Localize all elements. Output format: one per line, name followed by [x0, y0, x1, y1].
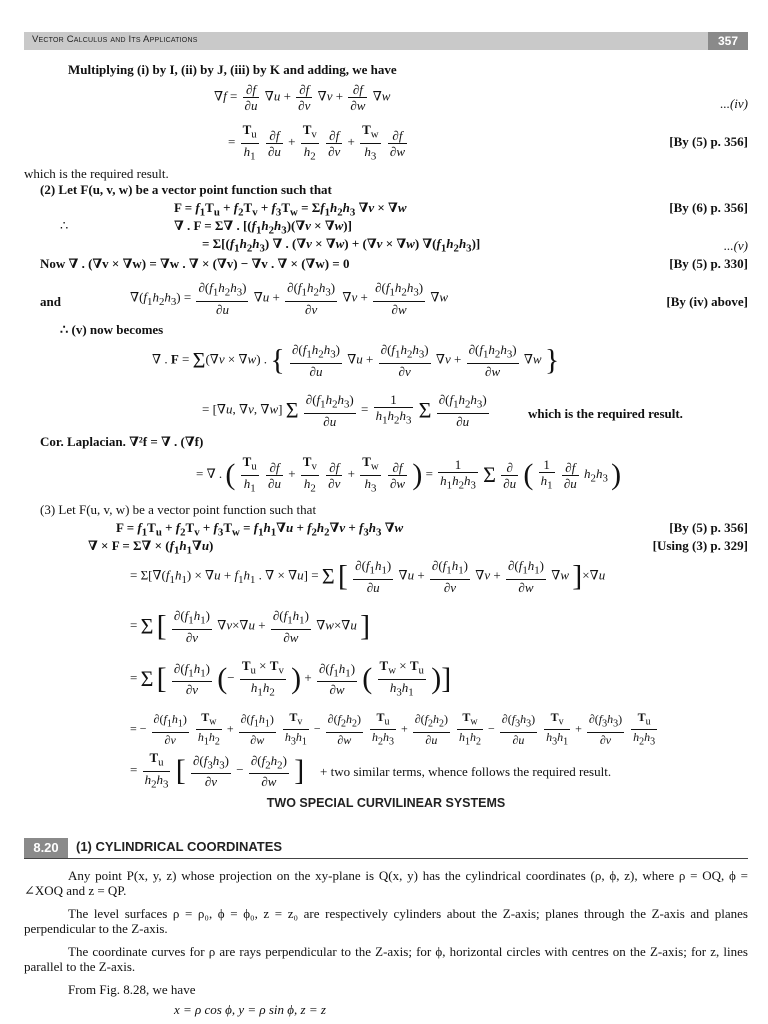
section-number: 8.20 — [24, 838, 68, 858]
equation-curl-4: = Σ [ $\frac{\partial(f_1h_1)}{\partial v}$ (− $\frac{T_u \times T_v}{h_1h_2}$ ) + $\frac{\partial(f_1h_1)}{\partial w}$ ( $\frac{T_w \times T_u}{h_3h_1}$ )] — [130, 658, 452, 699]
page-number: 357 — [708, 32, 748, 50]
equation-gradient-1: ∇f = $\frac{\partial f}{\partial u}$ ∇u + $\frac{\partial f}{\partial v}$ ∇v + $\frac{\partial f}{\partial w}$ ∇w — [214, 82, 391, 113]
equation-curl-3: = Σ [ $\frac{\partial(f_1h_1)}{\partial v}$ ∇v×∇u + $\frac{\partial(f_1h_1)}{\partial w}$ ∇w×∇u ] — [130, 608, 371, 645]
and-word: and — [40, 294, 61, 309]
reference-iv-above: [By (iv) above] — [666, 294, 748, 309]
required-result-line: which is the required result. — [24, 166, 169, 181]
v-becomes-line: ∴ (v) now becomes — [60, 322, 164, 337]
corollary-laplacian: Cor. Laplacian. ∇²f = ∇ . (∇f) — [40, 434, 204, 449]
equation-F-def: $F = f_1T_u + f_2T_v + f_3T_w = \Sigma f_1h_2h_3$ ∇v × ∇w — [174, 200, 407, 219]
reference-by5-330: [By (5) p. 330] — [669, 256, 748, 271]
part-2-intro: (2) Let F(u, v, w) be a vector point function such that — [40, 182, 332, 197]
now-line: Now ∇ . (∇v × ∇w) = ∇w . ∇ × (∇v) − ∇v . ∇ × (∇w) = 0 — [40, 256, 350, 271]
section-heading: TWO SPECIAL CURVILINEAR SYSTEMS — [266, 796, 506, 810]
running-header — [24, 32, 748, 50]
paragraph-5-equation: x = ρ cos ϕ, y = ρ sin ϕ, z = z — [174, 1002, 326, 1017]
equation-curl-2: = $\Sigma[\nabla(f_1h_1) \times \nabla u + f_1h_1$ . ∇ × ∇u] = Σ [ $\frac{\partial(f_1h_1)}{\partial u}$ ∇u + $\frac{\partial(f_1h_1)}{\partial v}$ ∇v + $\frac{\partial(f_1h_1)}{\partial w}$ ∇w ]×∇u — [130, 558, 606, 595]
equation-curl-6: = $\frac{T_u}{h_2h_3}$ [ $\frac{\partial(f_3h_3)}{\partial v}$ − $\frac{\partial(f_2h_2)}{\partial w}$ ] — [130, 750, 305, 791]
equation-gradient-2: = $\frac{T_u}{h_1}$ $\frac{\partial f}{\partial u}$ + $\frac{T_v}{h_2}$ $\frac{\partial f}{\partial v}$ + $\frac{T_w}{h_3}$ $\frac{\partial f}{\partial w}$ — [228, 122, 405, 163]
therefore-symbol: ∴ — [60, 218, 69, 233]
equation-div-2: = $\Sigma[(f_1h_2h_3)$ ∇ . (∇v × ∇w) + (∇v × ∇w) $\nabla(f_1h_2h_3)$] — [202, 236, 481, 255]
two-similar-terms: + two similar terms, whence follows the required result. — [320, 764, 612, 779]
section-title: (1) CYLINDRICAL COORDINATES — [76, 839, 283, 854]
equation-curl-1: ∇ × $F = \Sigma\nabla \times (f_1h_1\nabla u)$ — [88, 538, 214, 557]
equation-grad-product: $\nabla(f_1h_2h_3)$ = $\frac{\partial(f_1h_2h_3)}{\partial u}$ ∇u + $\frac{\partial(f_1h_2h_3)}{\partial v}$ ∇v + $\frac{\partial(f_1h_2h_3)}{\partial w}$ ∇w — [130, 280, 449, 317]
equation-label-v: ...(v) — [723, 238, 748, 253]
equation-div-expanded: ∇ . F = Σ(∇v × ∇w) . { $\frac{\partial(f_1h_2h_3)}{\partial u}$ ∇u + $\frac{\partial(f_1h_2h_3)}{\partial v}$ ∇v + $\frac{\partial(f_1h_2h_3)}{\partial w}$ ∇w } — [152, 342, 560, 379]
part-3-intro: (3) Let F(u, v, w) be a vector point function such that — [40, 502, 317, 517]
running-title: Vector Calculus and Its Applications — [32, 34, 198, 45]
equation-F-def-3: $F = f_1T_u + f_2T_v + f_3T_w = f_1h_1\nabla u + f_2h_2\nabla v + f_3h_3$ ∇w — [116, 520, 404, 539]
reference-using3-329: [Using (3) p. 329] — [652, 538, 748, 553]
reference-by5-356: [By (5) p. 356] — [669, 134, 748, 149]
paragraph-2: The level surfaces ρ = ρ₀, ϕ = ϕ₀, z = z₀ are respectively cylinders about the Z-axis; planes through the Z-axis and planes perpendicular to the Z-axis. — [24, 906, 748, 936]
equation-div-1: ∇ . F = Σ∇ . $[(f_1h_2h_3)(\nabla v \times \nabla w)]$ — [174, 218, 352, 237]
section-bar — [24, 838, 748, 859]
paragraph-4: From Fig. 8.28, we have — [68, 982, 196, 997]
intro-line: Multiplying (i) by I, (ii) by J, (iii) by K and adding, we have — [68, 62, 397, 77]
equation-laplacian: = ∇ . ( $\frac{T_u}{h_1}$ $\frac{\partial f}{\partial u}$ + $\frac{T_v}{h_2}$ $\frac{\partial f}{\partial v}$ + $\frac{T_w}{h_3}$ $\frac{\partial f}{\partial w}$ ) = $\frac{1}{h_1h_2h_3}$ Σ $\frac{\partial}{\partial u}$ ( $\frac{1}{h_1}$ $\frac{\partial f}{\partial u}$ $h_2h_3$ ) — [196, 454, 622, 495]
reference-by5-356b: [By (5) p. 356] — [669, 520, 748, 535]
required-result-2: which is the required result. — [528, 406, 683, 421]
equation-curl-5: = − $\frac{\partial(f_1h_1)}{\partial v}$ $\frac{T_w}{h_1h_2}$ + $\frac{\partial(f_1h_1)}{\partial w}$ $\frac{T_v}{h_3h_1}$ − $\frac{\partial(f_2h_2)}{\partial w}$ $\frac{T_u}{h_2h_3}$ + $\frac{\partial(f_2h_2)}{\partial u}$ $\frac{T_w}{h_1h_2}$ − $\frac{\partial(f_3h_3)}{\partial u}$ $\frac{T_v}{h_3h_1}$ + $\frac{\partial(f_3h_3)}{\partial v}$ $\frac{T_u}{h_2h_3}$ — [130, 710, 656, 748]
equation-label-iv: ...(iv) — [720, 96, 748, 111]
paragraph-1: Any point P(x, y, z) whose projection on the xy-plane is Q(x, y) has the cylindrical coordinates (ρ, ϕ, z), where ρ = OQ, ϕ = ∠XOQ and z = QP. — [24, 868, 748, 898]
equation-div-result: = [∇u, ∇v, ∇w] Σ $\frac{\partial(f_1h_2h_3)}{\partial u}$ = $\frac{1}{h_1h_2h_3}$ Σ $\frac{\partial(f_1h_2h_3)}{\partial u}$ — [202, 392, 487, 429]
paragraph-3: The coordinate curves for ρ are rays perpendicular to the Z-axis; for ϕ, horizontal circles with centres on the Z-axis; for z, lines parallel to the Z-axis. — [24, 944, 748, 974]
reference-by6-356: [By (6) p. 356] — [669, 200, 748, 215]
